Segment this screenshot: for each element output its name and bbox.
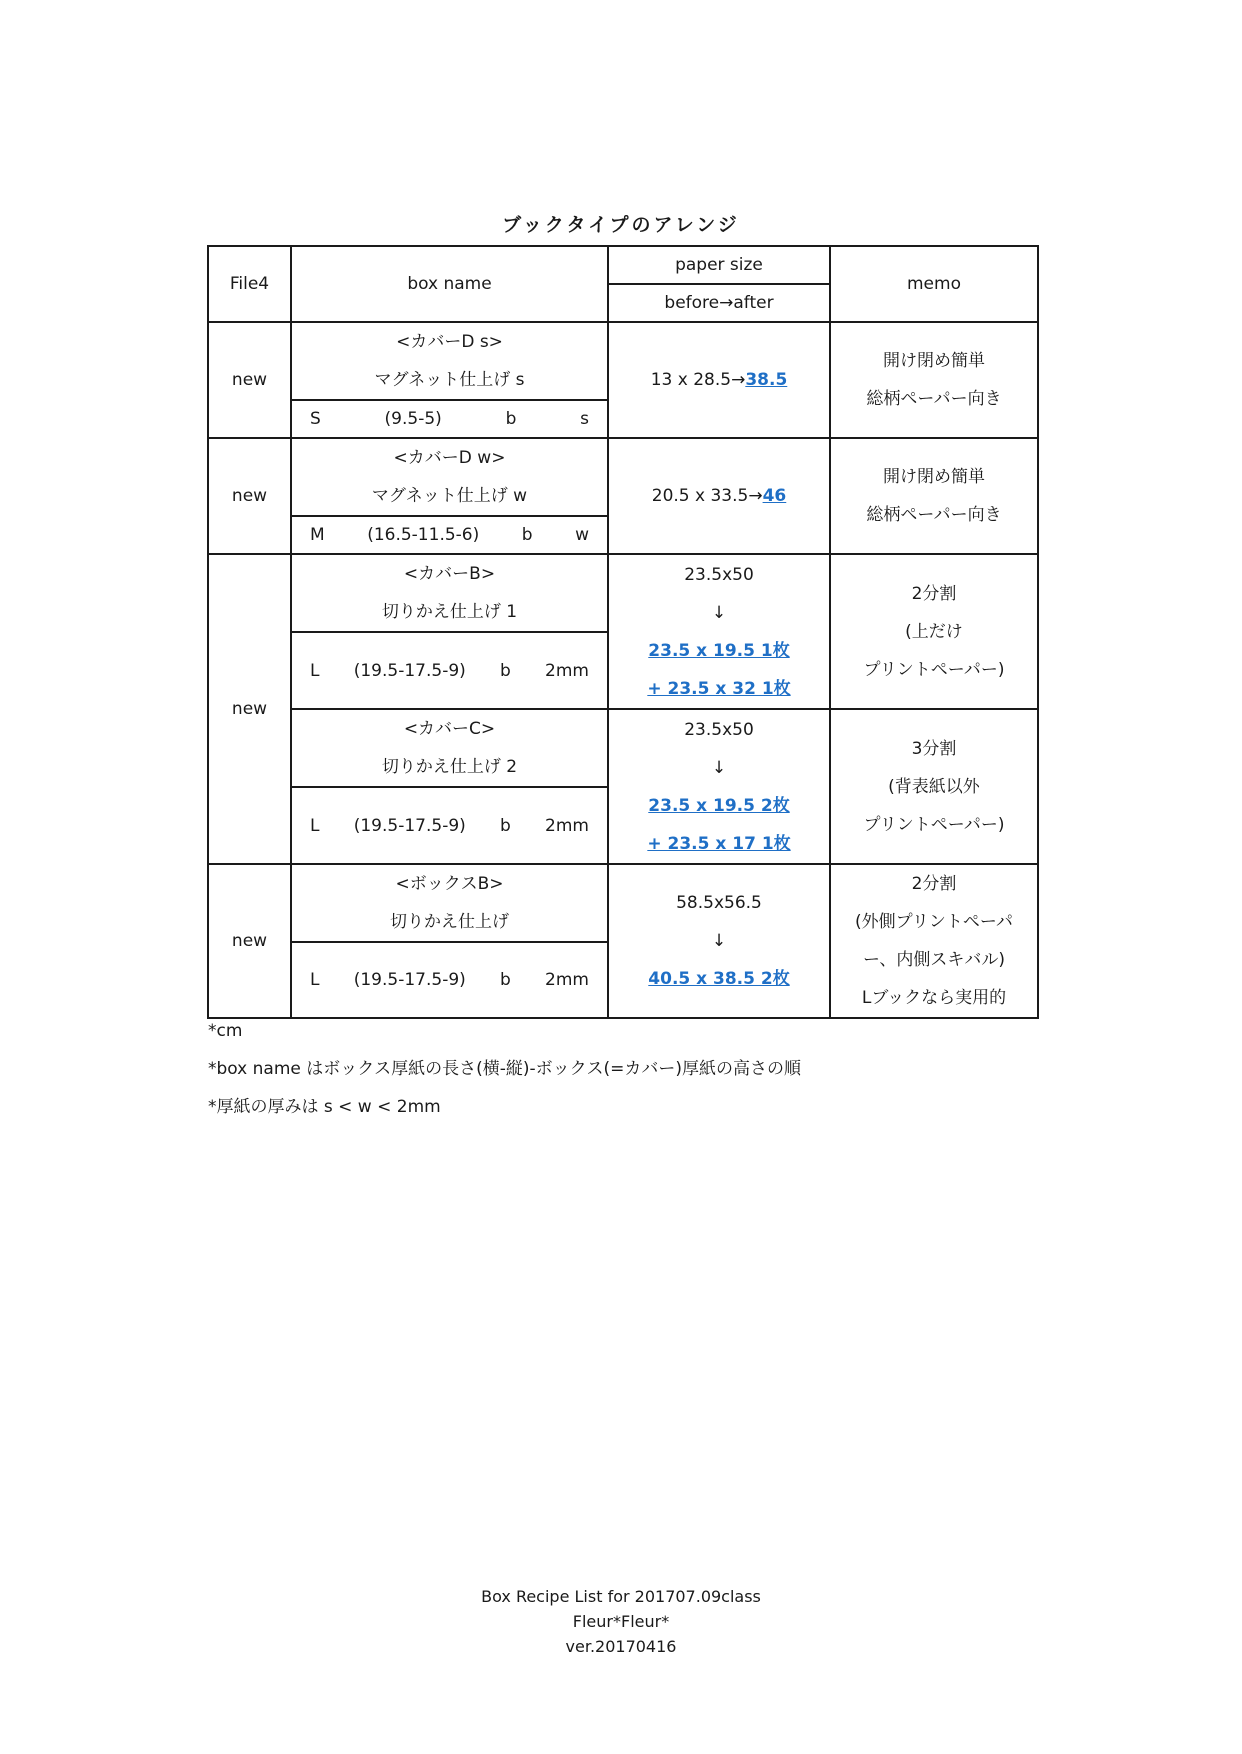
memo-line: プリントペーパー) — [863, 659, 1005, 680]
box-spec-size: L — [310, 815, 320, 836]
box-spec-thickness: 2mm — [545, 970, 589, 990]
box-spec-dims: (9.5-5) — [384, 409, 442, 429]
file-cell: new — [208, 554, 291, 864]
footer-author: Fleur*Fleur* — [572, 1612, 670, 1631]
box-name-cell — [291, 709, 608, 787]
box-spec-thickness: 2mm — [545, 660, 589, 681]
memo-cell — [830, 554, 1038, 709]
paper-size-cell — [608, 322, 830, 438]
box-name-line: <カバーB> — [403, 564, 496, 584]
box-name-line: <カバーC> — [403, 719, 496, 739]
box-spec-thickness: s — [580, 409, 589, 429]
box-spec-b: b — [500, 970, 511, 990]
header-before-after: before→after — [608, 284, 830, 322]
header-paper-size: paper size — [608, 246, 830, 284]
memo-line: 2分割 — [911, 583, 957, 604]
paper-after-link[interactable]: + 23.5 x 17 1枚 — [647, 834, 791, 854]
box-name-line: 切りかえ仕上げ — [390, 912, 509, 932]
box-spec-cell — [291, 516, 608, 554]
memo-cell — [830, 864, 1038, 1018]
box-spec-dims: (19.5-17.5-9) — [353, 660, 466, 681]
header-memo: memo — [830, 246, 1038, 322]
memo-line: ー、内側スキバル) — [863, 950, 1005, 970]
box-name-line: <ボックスB> — [395, 874, 504, 894]
memo-line: 3分割 — [911, 738, 957, 759]
paper-before: 58.5x56.5 — [676, 893, 762, 913]
note-line: *box name はボックス厚紙の長さ(横-縦)-ボックス(=カバー)厚紙の高さの順 — [208, 1059, 801, 1079]
file-cell: new — [208, 322, 291, 438]
down-arrow-icon: ↓ — [711, 757, 727, 778]
box-name-cell — [291, 864, 608, 942]
paper-before: 13 x 28.5→ — [650, 370, 746, 390]
box-name-line: マグネット仕上げ s — [374, 370, 525, 390]
paper-after-link[interactable]: 23.5 x 19.5 1枚 — [648, 641, 790, 661]
footer-version: ver.20170416 — [565, 1637, 677, 1656]
memo-line: 総柄ペーパー向き — [866, 505, 1002, 525]
memo-line: プリントペーパー) — [863, 814, 1005, 835]
box-name-line: 切りかえ仕上げ 2 — [381, 757, 518, 777]
footer — [0, 1584, 1242, 1659]
notes — [208, 1012, 801, 1126]
file-cell: new — [208, 864, 291, 1018]
memo-cell — [830, 322, 1038, 438]
box-spec-b: b — [505, 409, 517, 429]
box-name-line: <カバーD w> — [393, 448, 506, 468]
memo-line: 2分割 — [911, 874, 957, 894]
note-line: *厚紙の厚みは s < w < 2mm — [208, 1097, 441, 1117]
memo-line: 総柄ペーパー向き — [866, 389, 1002, 409]
file-cell: new — [208, 438, 291, 554]
box-name-cell — [291, 438, 608, 516]
paper-after-cell — [608, 787, 830, 864]
box-name-line: 切りかえ仕上げ 1 — [381, 602, 518, 622]
paper-before: 23.5x50 — [684, 719, 754, 740]
paper-after-link[interactable]: 23.5 x 19.5 2枚 — [648, 796, 790, 816]
page-title: ブックタイプのアレンジ — [502, 214, 740, 236]
box-name-line: <カバーD s> — [396, 332, 503, 352]
box-name-cell — [291, 554, 608, 632]
footer-title: Box Recipe List for 201707.09class — [481, 1587, 761, 1606]
box-spec-thickness: 2mm — [545, 815, 589, 836]
box-spec-cell — [291, 632, 608, 709]
box-spec-cell — [291, 787, 608, 864]
memo-line: 開け閉め簡単 — [883, 467, 985, 487]
box-spec-b: b — [500, 815, 511, 836]
paper-size-cell — [608, 554, 830, 632]
memo-line: 開け閉め簡単 — [883, 351, 985, 371]
box-name-cell — [291, 322, 608, 400]
box-spec-size: L — [310, 970, 320, 990]
recipe-table — [207, 245, 1039, 1019]
paper-after-link[interactable]: 46 — [762, 486, 787, 506]
box-spec-cell — [291, 942, 608, 1018]
box-name-line: マグネット仕上げ w — [371, 486, 528, 506]
paper-before: 23.5x50 — [684, 564, 754, 585]
memo-cell — [830, 438, 1038, 554]
memo-cell — [830, 709, 1038, 864]
box-spec-b: b — [500, 660, 511, 681]
box-spec-dims: (19.5-17.5-9) — [353, 970, 466, 990]
paper-after-link[interactable]: 38.5 — [745, 370, 788, 390]
paper-after-link[interactable]: 40.5 x 38.5 2枚 — [648, 969, 790, 989]
memo-line: Lブックなら実用的 — [861, 988, 1007, 1008]
paper-after-link[interactable]: + 23.5 x 32 1枚 — [647, 679, 791, 699]
down-arrow-icon: ↓ — [711, 602, 727, 623]
paper-after-cell — [608, 632, 830, 709]
box-spec-dims: (19.5-17.5-9) — [353, 815, 466, 836]
box-spec-size: M — [310, 525, 325, 545]
box-spec-size: S — [310, 409, 321, 429]
note-line: *cm — [208, 1021, 243, 1041]
down-arrow-icon: ↓ — [711, 931, 727, 951]
box-spec-b: b — [521, 525, 533, 545]
paper-before: 20.5 x 33.5→ — [651, 486, 763, 506]
box-spec-cell — [291, 400, 608, 438]
box-spec-dims: (16.5-11.5-6) — [367, 525, 480, 545]
paper-size-cell — [608, 709, 830, 787]
memo-line: (外側プリントペーパ — [854, 912, 1014, 932]
box-spec-size: L — [310, 660, 320, 681]
header-box-name: box name — [291, 246, 608, 322]
paper-size-cell — [608, 438, 830, 554]
header-file: File4 — [208, 246, 291, 322]
box-spec-thickness: w — [575, 525, 589, 545]
memo-line: (背表紙以外 — [888, 776, 980, 797]
memo-line: (上だけ — [905, 621, 963, 642]
paper-size-cell — [608, 864, 830, 1018]
